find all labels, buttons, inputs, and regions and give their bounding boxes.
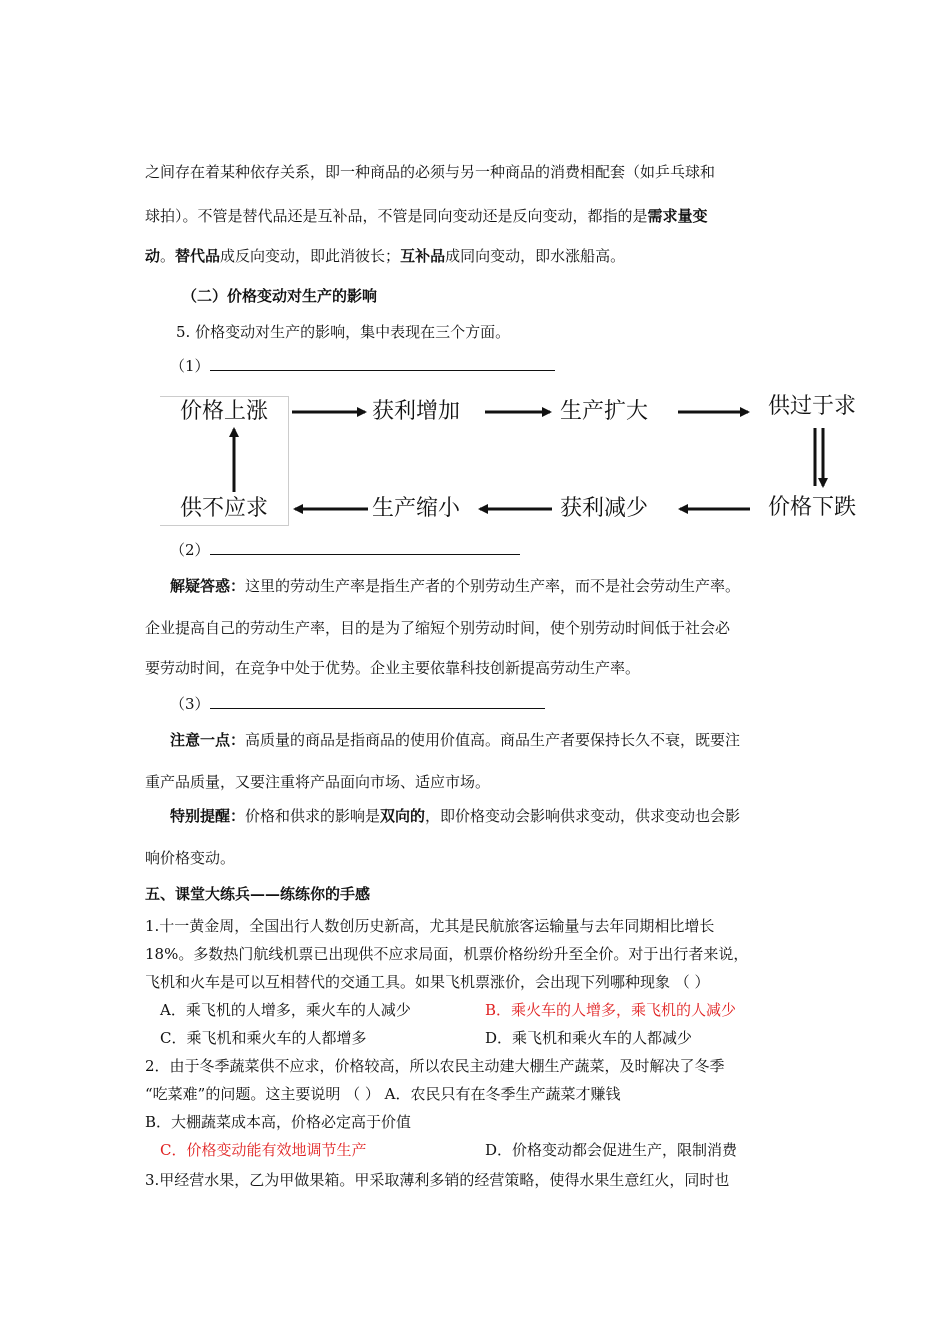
intro-line-2 <box>145 206 708 226</box>
qa-line-1 <box>170 576 740 596</box>
q2-option-b: B．大棚蔬菜成本高，价格必定高于价值 <box>145 1113 412 1131</box>
node-demand-exceeds-supply: 供不应求 <box>180 496 269 521</box>
remind-label: 特别提醒： <box>170 807 246 825</box>
q2-line-2: “吃菜难”的问题。这主要说明 （ ） A．农民只有在冬季生产蔬菜才赚钱 <box>145 1085 621 1103</box>
intro-line-3 <box>145 246 625 266</box>
note-line-1 <box>170 730 740 750</box>
node-price-fall: 价格下跌 <box>768 495 857 520</box>
section-heading-2: （二）价格变动对生产的影响 <box>182 287 378 305</box>
blank-1-label: （1） <box>170 357 210 375</box>
note-line-2: 重产品质量，又要注重将产品面向市场、适应市场。 <box>145 773 491 791</box>
q3-line-1: 3.甲经营水果，乙为甲做果箱。甲采取薄利多销的经营策略，使得水果生意红火，同时也 <box>145 1171 730 1189</box>
intro-line-3b: 成反向变动，即此消彼长； <box>220 247 401 265</box>
q1-option-d: D．乘飞机和乘火车的人都减少 <box>485 1029 693 1047</box>
q1-option-b: B．乘火车的人增多，乘飞机的人减少 <box>485 1001 737 1019</box>
blank-line-2 <box>170 540 520 560</box>
intro-line-1: 之间存在着某种依存关系，即一种商品的必须与另一种商品的消费相配套（如乒乓球和 <box>145 163 716 181</box>
q1-line-2: 18%。多数热门航线机票已出现供不应求局面，机票价格纷纷升至全价。对于出行者来说， <box>145 945 749 963</box>
node-profit-increase: 获利增加 <box>372 399 461 424</box>
intro-bold-complement: 互补品 <box>400 247 446 265</box>
node-profit-decrease: 获利减少 <box>560 496 649 521</box>
note-label: 注意一点： <box>170 731 246 749</box>
remind-line-2: 响价格变动。 <box>145 849 236 867</box>
intro-bold-substitute: 替代品 <box>175 247 221 265</box>
blank-2-underline <box>210 540 520 555</box>
node-production-expand: 生产扩大 <box>560 399 649 424</box>
remind-text-1a: 价格和供求的影响是 <box>245 807 381 825</box>
qa-text-1: 这里的劳动生产率是指生产者的个别劳动生产率，而不是社会劳动生产率。 <box>245 577 741 595</box>
intro-line-2-text: 球拍）。不管是替代品还是互补品，不管是同向变动还是反向变动，都指的是 <box>145 207 648 225</box>
blank-3-underline <box>210 694 545 709</box>
q2-option-c: C．价格变动能有效地调节生产 <box>160 1141 367 1159</box>
price-supply-cycle-diagram <box>160 392 890 532</box>
blank-line-3 <box>170 694 545 714</box>
remind-bold: 双向的 <box>380 807 426 825</box>
q1-option-c: C．乘飞机和乘火车的人都增多 <box>160 1029 367 1047</box>
node-price-rise: 价格上涨 <box>180 399 269 424</box>
qa-label: 解疑答惑： <box>170 577 246 595</box>
intro-line-2-bold: 需求量变 <box>647 207 708 225</box>
q1-line-1: 1.十一黄金周，全国出行人数创历史新高，尤其是民航旅客运输量与去年同期相比增长 <box>145 917 715 935</box>
qa-line-3: 要劳动时间，在竞争中处于优势。企业主要依靠科技创新提高劳动生产率。 <box>145 659 641 677</box>
qa-line-2: 企业提高自己的劳动生产率，目的是为了缩短个别劳动时间，使个别劳动时间低于社会必 <box>145 619 731 637</box>
blank-line-1 <box>170 356 555 376</box>
node-production-shrink: 生产缩小 <box>372 496 461 521</box>
intro-line-3c: 成同向变动，即水涨船高。 <box>445 247 626 265</box>
remind-text-1b: ，即价格变动会影响供求变动，供求变动也会影 <box>425 807 741 825</box>
node-supply-exceeds-demand: 供过于求 <box>768 394 857 419</box>
note-text-1: 高质量的商品是指商品的使用价值高。商品生产者要保持长久不衰，既要注 <box>245 731 741 749</box>
q2-line-1: 2．由于冬季蔬菜供不应求，价格较高，所以农民主动建大棚生产蔬菜，及时解决了冬季 <box>145 1057 725 1075</box>
point-5: 5. 价格变动对生产的影响，集中表现在三个方面。 <box>176 323 511 341</box>
blank-2-label: （2） <box>170 541 210 559</box>
q1-option-a: A．乘飞机的人增多，乘火车的人减少 <box>160 1001 411 1019</box>
blank-1-underline <box>210 356 555 371</box>
q1-line-3: 飞机和火车是可以互相替代的交通工具。如果飞机票涨价，会出现下列哪种现象 （ ） <box>145 973 710 991</box>
section-heading-5: 五、课堂大练兵——练练你的手感 <box>145 885 371 903</box>
intro-bold-dong: 动 <box>145 247 161 265</box>
remind-line-1 <box>170 806 740 826</box>
q2-option-d: D．价格变动都会促进生产，限制消费 <box>485 1141 738 1159</box>
blank-3-label: （3） <box>170 695 210 713</box>
intro-line-3a: 。 <box>160 247 176 265</box>
